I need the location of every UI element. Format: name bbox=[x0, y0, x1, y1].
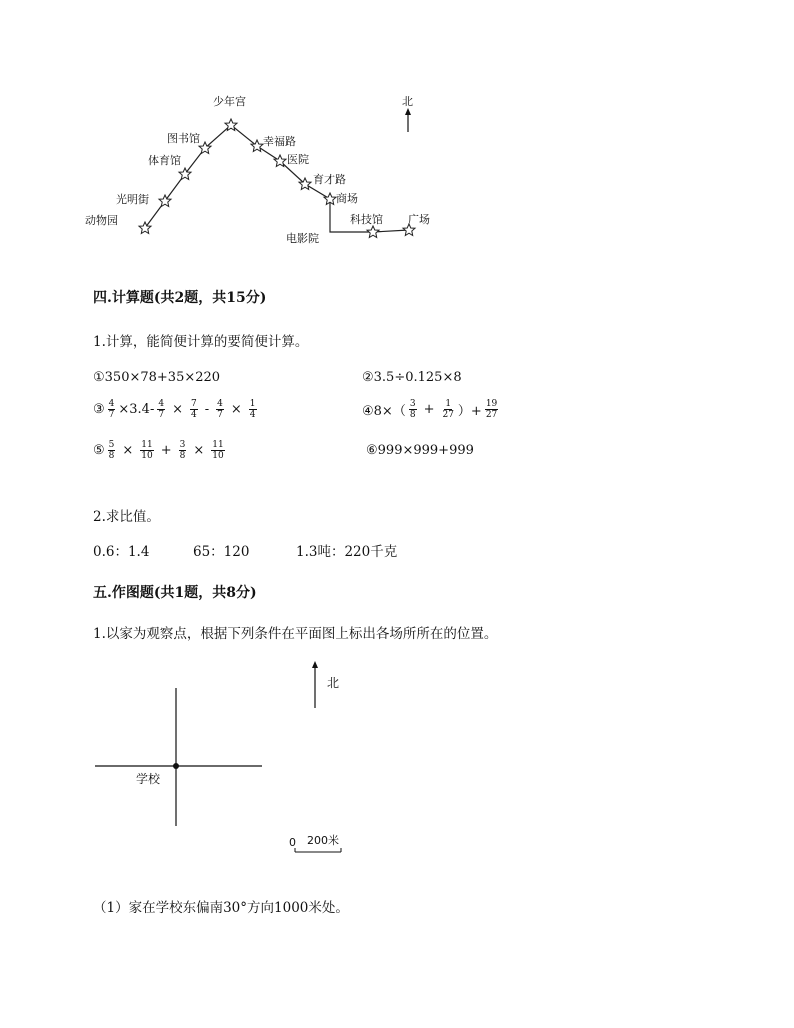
north-label: 北 bbox=[402, 95, 413, 108]
fraction: $\frac{11}{10}$ bbox=[212, 440, 224, 461]
label-gym: 体育馆 bbox=[148, 154, 181, 167]
calc-item-6 bbox=[366, 443, 474, 458]
fraction: $\frac{4}{7}$ bbox=[217, 399, 223, 420]
calc-text: ）+ bbox=[457, 404, 482, 419]
star-icon bbox=[179, 168, 191, 180]
calc-item-6-text: ⑥999×999+999 bbox=[366, 443, 474, 458]
label-tech-museum: 科技馆 bbox=[350, 213, 383, 226]
calc-op: + bbox=[423, 402, 435, 417]
section5-title: 五.作图题(共1题，共8分) bbox=[93, 585, 257, 601]
school-label: 学校 bbox=[136, 772, 161, 786]
calc-item-1 bbox=[93, 370, 220, 385]
fraction: $\frac{4}{7}$ bbox=[108, 399, 115, 420]
fraction: $\frac{5}{8}$ bbox=[108, 440, 115, 461]
arrow-up-icon bbox=[405, 108, 411, 115]
label-xingfu-road: 幸福路 bbox=[263, 135, 296, 148]
q5-1-sub1: （1）家在学校东偏南30°方向1000米处。 bbox=[93, 900, 349, 916]
school-plan-axes bbox=[90, 680, 270, 830]
ratio-3: 1.3吨：220千克 bbox=[296, 544, 398, 560]
star-icon bbox=[367, 226, 379, 238]
fraction: $\frac{1}{27}$ bbox=[442, 399, 454, 420]
q4-2-prompt: 2.求比值。 bbox=[93, 509, 160, 525]
calc-item-4-num: ④8×（ bbox=[362, 404, 406, 419]
calc-item-4 bbox=[362, 399, 501, 420]
star-icon bbox=[324, 193, 336, 205]
calc-item-3-num: ③ bbox=[93, 402, 105, 417]
scale-label: 200米 bbox=[307, 834, 339, 847]
calc-op: × bbox=[122, 443, 134, 458]
calc-item-3 bbox=[93, 399, 260, 420]
label-mall: 商场 bbox=[336, 192, 358, 205]
label-guangming-street: 光明街 bbox=[116, 193, 149, 206]
calc-op: + bbox=[160, 443, 172, 458]
fraction: $\frac{4}{7}$ bbox=[158, 399, 165, 420]
calc-item-5-num: ⑤ bbox=[93, 443, 105, 458]
fraction: $\frac{11}{10}$ bbox=[141, 440, 153, 461]
fraction: $\frac{19}{27}$ bbox=[485, 399, 498, 420]
fraction: $\frac{7}{4}$ bbox=[191, 399, 197, 420]
calc-item-2-text: ②3.5÷0.125×8 bbox=[362, 370, 462, 385]
calc-item-1-text: ①350×78+35×220 bbox=[93, 370, 221, 385]
label-yucai-road: 育才路 bbox=[313, 173, 346, 186]
label-youth-palace: 少年宫 bbox=[213, 95, 246, 108]
north-label-plan: 北 bbox=[327, 676, 340, 690]
ratio-2: 65：120 bbox=[193, 544, 250, 560]
label-square: 广场 bbox=[408, 213, 430, 226]
ratio-1: 0.6：1.4 bbox=[93, 544, 150, 560]
star-icon bbox=[159, 195, 171, 207]
calc-op: × bbox=[172, 402, 183, 417]
fraction: $\frac{3}{8}$ bbox=[179, 440, 186, 461]
label-library: 图书馆 bbox=[167, 132, 200, 145]
scale-bar bbox=[285, 830, 355, 856]
scale-zero: 0 bbox=[289, 836, 296, 849]
star-icon bbox=[251, 140, 263, 152]
label-zoo: 动物园 bbox=[85, 214, 118, 227]
school-point bbox=[173, 763, 179, 769]
fraction: $\frac{1}{4}$ bbox=[249, 399, 256, 420]
calc-op: × bbox=[230, 402, 242, 417]
calc-item-2 bbox=[362, 370, 462, 385]
fraction: $\frac{3}{8}$ bbox=[409, 399, 416, 420]
arrow-up-icon bbox=[312, 661, 318, 668]
q5-1-prompt: 1.以家为观察点，根据下列条件在平面图上标出各场所所在的位置。 bbox=[93, 626, 498, 642]
calc-item-5 bbox=[93, 440, 228, 461]
q4-1-prompt: 1.计算，能简便计算的要简便计算。 bbox=[93, 334, 309, 350]
north-arrow-plan bbox=[305, 660, 345, 712]
calc-text: ×3.4- bbox=[118, 402, 155, 417]
calc-op: - bbox=[204, 402, 210, 417]
section4-title: 四.计算题(共2题，共15分) bbox=[93, 290, 267, 306]
north-arrow-top bbox=[395, 92, 425, 137]
label-cinema: 电影院 bbox=[286, 232, 319, 245]
calc-op: × bbox=[193, 443, 205, 458]
star-icon bbox=[139, 222, 151, 234]
label-hospital: 医院 bbox=[287, 153, 309, 166]
